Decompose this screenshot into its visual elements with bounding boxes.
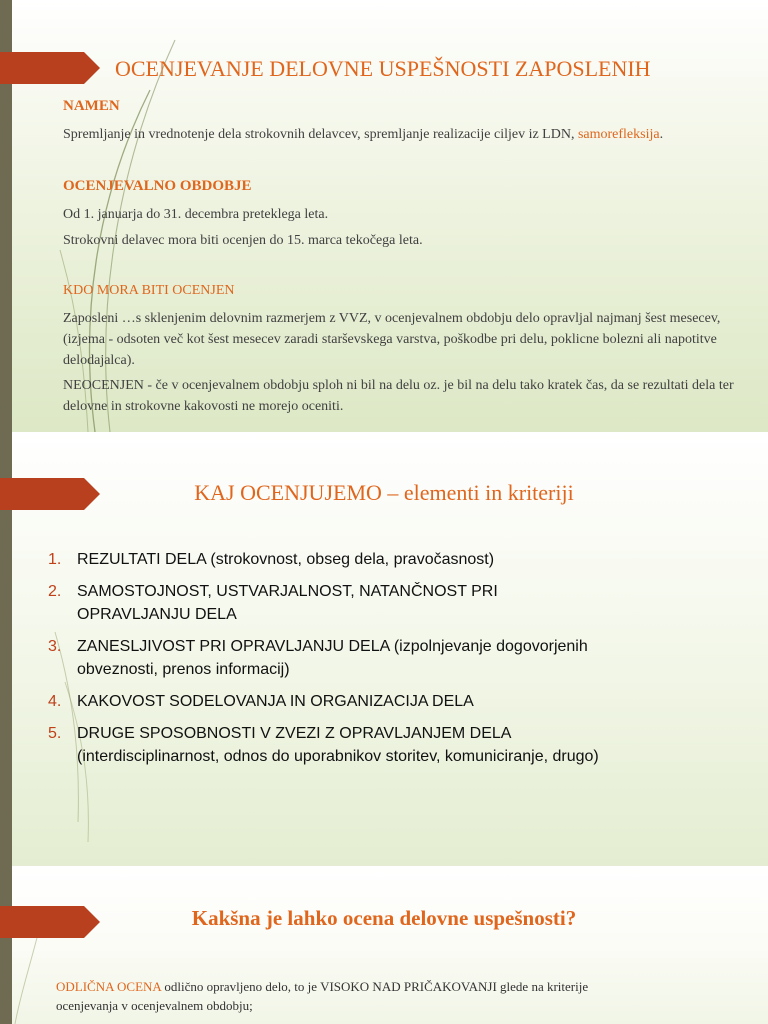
slide-3 — [0, 866, 768, 1024]
kdo-heading: KDO MORA BITI OCENJEN — [63, 283, 235, 298]
kdo-paragraph-1: Zaposleni …s sklenjenim delovnim razmerjem z VVZ, v ocenjevalnem obdobju delo opravljal najmanj šest mesecev, (izjema - odsoten več kot šest mesecev zaradi starševskega varstva, poškodbe pri delu, poklicne bolezni ali napotitve delodajalca). — [63, 311, 721, 368]
list-number: 2. — [48, 583, 62, 600]
list-number: 3. — [48, 638, 62, 655]
odlicna-body: odlično opravljeno delo, to je VISOKO NAD PRIČAKOVANJI glede na kriterije ocenjevanja v ocenjevalnem obdobju; — [56, 979, 589, 1013]
obdobje-line-2: Strokovni delavec mora biti ocenjen do 15. marca tekočega leta. — [63, 233, 423, 248]
list-text: KAKOVOST SODELOVANJA IN ORGANIZACIJA DELA — [77, 693, 474, 710]
odlicna-ocena-text — [56, 977, 646, 1015]
list-item — [48, 580, 608, 626]
obdobje-line-1: Od 1. januarja do 31. decembra preteklega leta. — [63, 207, 329, 222]
list-text: ZANESLJIVOST PRI OPRAVLJANJU DELA (izpolnjevanje dogovorjenih obveznosti, prenos informacij) — [77, 638, 588, 678]
slide-title: KAJ OCENJUJEMO – elementi in kriteriji — [194, 480, 574, 505]
list-item — [48, 690, 608, 713]
list-number: 1. — [48, 551, 62, 568]
slide-title: Kakšna je lahko ocena delovne uspešnosti? — [191, 906, 577, 930]
namen-highlight: samorefleksija — [577, 127, 660, 142]
title-arrow — [0, 52, 100, 84]
criteria-list — [48, 548, 608, 777]
odlicna-label: ODLIČNA OCENA — [56, 979, 162, 994]
list-number: 5. — [48, 725, 62, 742]
obdobje-heading: OCENJEVALNO OBDOBJE — [63, 178, 252, 194]
list-text: SAMOSTOJNOST, USTVARJALNOST, NATANČNOST PRI OPRAVLJANJU DELA — [77, 583, 498, 623]
list-item — [48, 722, 608, 768]
namen-heading: NAMEN — [63, 98, 120, 114]
namen-text — [63, 124, 753, 145]
slide-1 — [0, 0, 768, 432]
kdo-paragraph-2: NEOCENJEN - če v ocenjevalnem obdobju sploh ni bil na delu oz. je bil na delu tako kratek čas, da se rezultati dela ter delovne in strokovne kakovosti ne morejo oceniti. — [63, 378, 734, 414]
list-number: 4. — [48, 693, 62, 710]
list-item — [48, 548, 608, 571]
list-text: DRUGE SPOSOBNOSTI V ZVEZI Z OPRAVLJANJEM DELA (interdisciplinarnost, odnos do uporabnikov storitev, komuniciranje, drugo) — [77, 725, 599, 765]
namen-body: Spremljanje in vrednotenje dela strokovnih delavcev, spremljanje realizacije ciljev iz LDN, — [63, 127, 578, 142]
list-text: REZULTATI DELA (strokovnost, obseg dela, pravočasnost) — [77, 551, 495, 568]
slide-title: OCENJEVANJE DELOVNE USPEŠNOSTI ZAPOSLENIH — [115, 56, 651, 81]
list-item — [48, 635, 608, 681]
namen-end: . — [659, 127, 664, 142]
left-bar — [0, 866, 12, 1024]
